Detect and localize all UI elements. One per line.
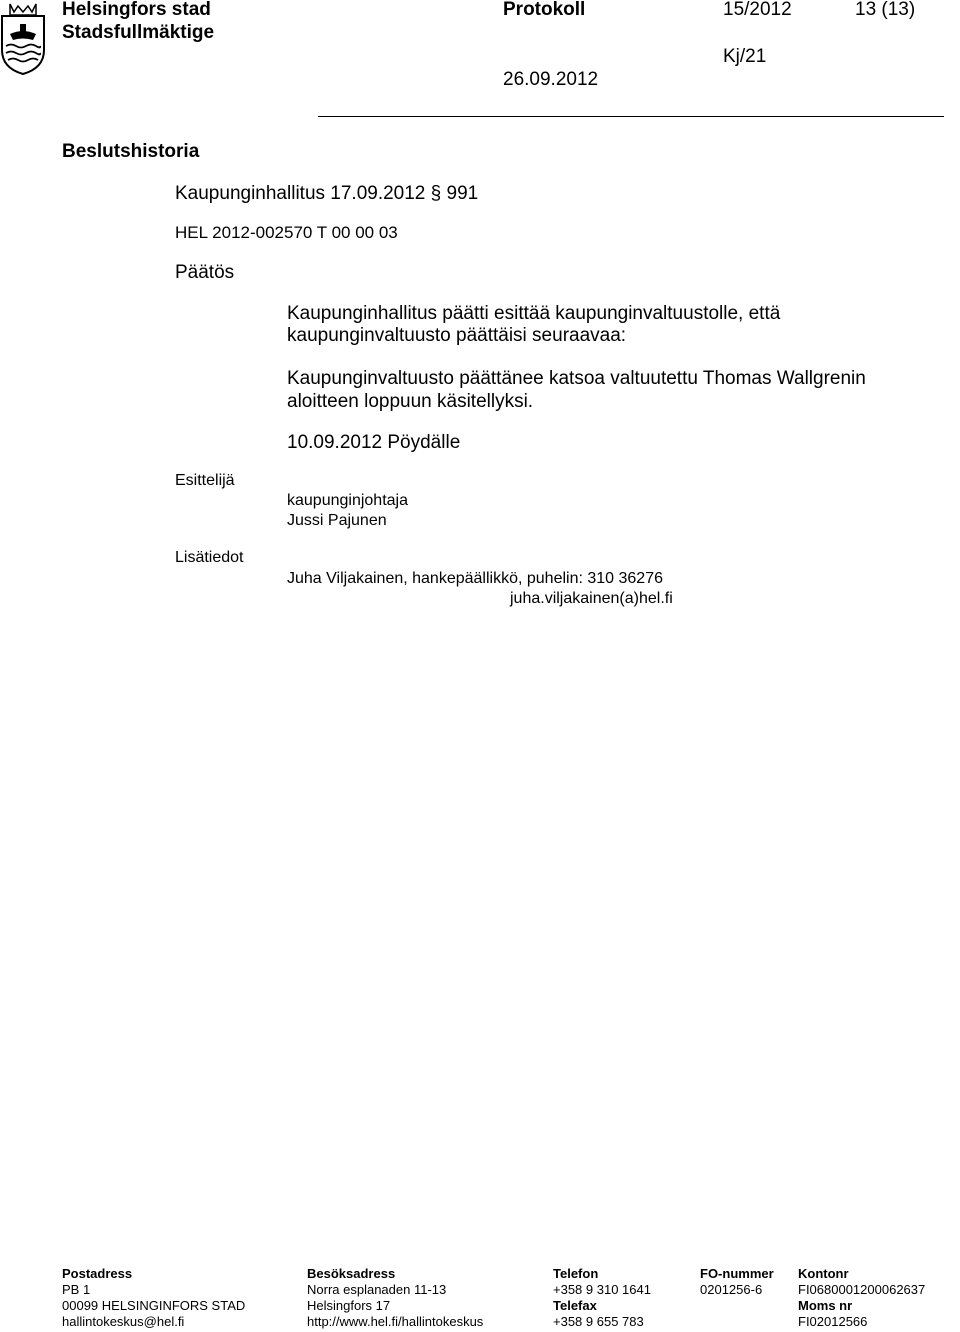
footer-account-number: FI0680001200062637: [798, 1282, 926, 1297]
footer-fax-number: +358 9 655 783: [553, 1314, 644, 1329]
footer-phone-heading: Telefon: [553, 1266, 599, 1281]
footer-phone: [553, 1266, 651, 1330]
footer-postal-box: PB 1: [62, 1282, 91, 1297]
footer-postal: [62, 1266, 245, 1330]
meeting-reference: Kaupunginhallitus 17.09.2012 § 991: [175, 183, 479, 204]
presenter-title: kaupunginjohtaja: [287, 492, 408, 509]
header-rule: [318, 116, 944, 117]
proposal-line-1: Kaupunginvaltuusto päättänee katsoa valtuutettu Thomas Wallgrenin: [287, 368, 866, 389]
footer-account-heading: Kontonr: [798, 1266, 849, 1281]
footer-postal-heading: Postadress: [62, 1266, 133, 1281]
decision-line-1: Kaupunginhallitus päätti esittää kaupunginvaltuustolle, että: [287, 303, 781, 324]
footer-vat-number: FI02012566: [798, 1314, 868, 1329]
footer-visit-street: Norra esplanaden 11-13: [307, 1282, 447, 1297]
page-number: 13 (13): [855, 0, 916, 20]
info-label: Lisätiedot: [175, 549, 244, 566]
decision-label: Päätös: [175, 262, 235, 283]
footer-business-id-heading: FO-nummer: [700, 1266, 774, 1281]
footer-visit-city: Helsingfors 17: [307, 1298, 391, 1313]
footer-account: [798, 1266, 925, 1330]
footer-email[interactable]: hallintokeskus@hel.fi: [62, 1314, 185, 1329]
presenter-label: Esittelijä: [175, 472, 235, 489]
footer-visit: [307, 1266, 483, 1330]
doc-type: Protokoll: [503, 0, 586, 20]
protocol-number: 15/2012: [723, 0, 792, 20]
footer-visit-heading: Besöksadress: [307, 1266, 396, 1281]
section-number: Kj/21: [723, 46, 767, 67]
meeting-date: 26.09.2012: [503, 69, 599, 90]
info-email: juha.viljakainen(a)hel.fi: [510, 590, 673, 607]
footer-vat-heading: Moms nr: [798, 1298, 853, 1313]
tabled-note: 10.09.2012 Pöydälle: [287, 432, 461, 453]
org-name: Helsingfors stad: [62, 0, 211, 20]
footer-fax-heading: Telefax: [553, 1298, 597, 1313]
decision-line-2: kaupunginvaltuusto päättäisi seuraavaa:: [287, 325, 627, 346]
case-id: HEL 2012-002570 T 00 00 03: [175, 223, 398, 242]
proposal-line-2: aloitteen loppuun käsitellyksi.: [287, 391, 534, 412]
footer-business-id: [700, 1266, 774, 1298]
footer-website-link[interactable]: http://www.hel.fi/hallintokeskus: [307, 1314, 484, 1329]
footer-phone-number: +358 9 310 1641: [553, 1282, 651, 1297]
helsinki-crest-icon: [0, 0, 46, 76]
history-title: Beslutshistoria: [62, 141, 200, 162]
footer-business-id-value: 0201256-6: [700, 1282, 763, 1297]
footer-postal-city: 00099 HELSINGINFORS STAD: [62, 1298, 246, 1313]
presenter-name: Jussi Pajunen: [287, 512, 387, 529]
info-contact: Juha Viljakainen, hankepäällikkö, puhelin: 310 36276: [287, 570, 663, 587]
body-name: Stadsfullmäktige: [62, 22, 215, 43]
